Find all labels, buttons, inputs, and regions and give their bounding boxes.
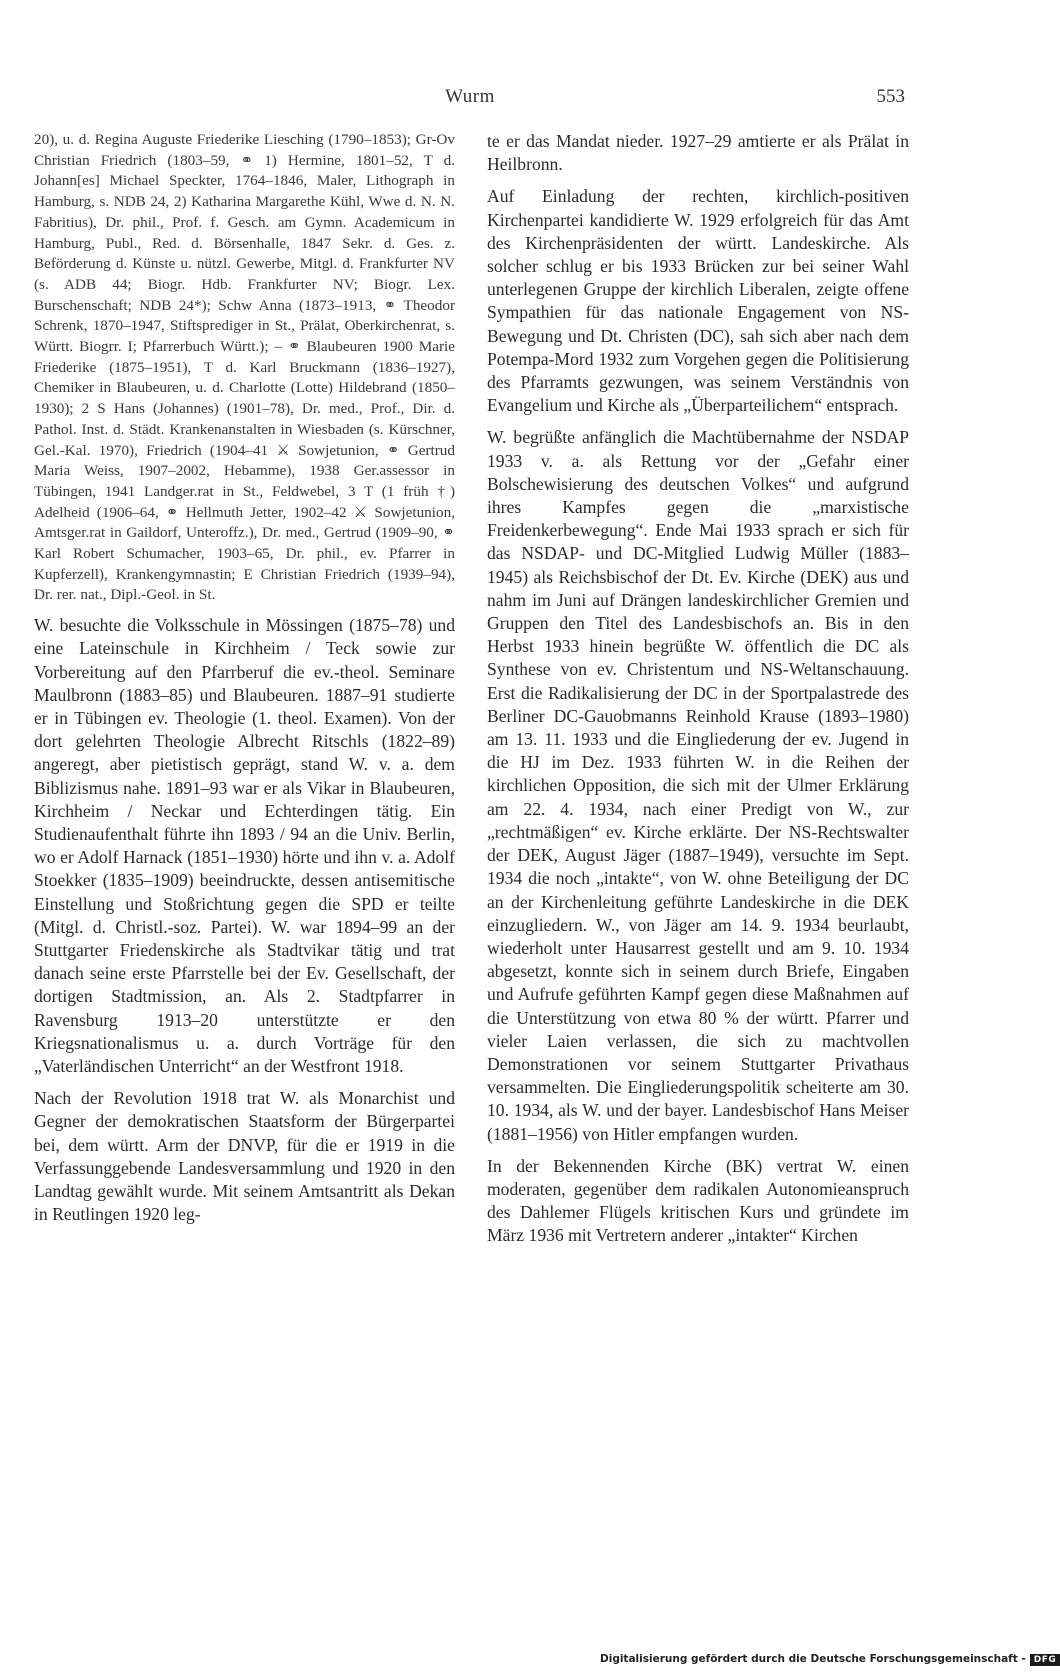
genealogy-paragraph: 20), u. d. Regina Auguste Friederike Liesching (1790–1853); Gr-Ov Christian Friedrich (1803–59, ⚭ 1) Hermine, 1801–52, T d. Johann[es] Michael Speckter, 1764–1846, Maler, Lithograph in Hamburg, s. NDB 24, 2) Katharina Margarethe Kühl, Wwe d. N. N. Fabritius), Dr. phil., Prof. f. Gesch. am Gymn. Academicum in Hamburg, Publ., Red. d. Börsenhalle, 1847 Sekr. d. Ges. z. Beförderung d. Künste u. nützl. Gewerbe, Mitgl. d. Frankfurter NV (s. ADB 44; Biogr. Hdb. Frankfurter NV; Biogr. Lex. Burschenschaft; NDB 24*); Schw Anna (1873–1913, ⚭ Theodor Schrenk, 1870–1947, Stiftsprediger in St., Prälat, Oberkirchenrat, s. Württ. Biogrr. I; Pfarrerbuch Württ.); – ⚭ Blaubeuren 1900 Marie Friederike (1875–1951), T d. Karl Bruckmann (1836–1927), Chemiker in Blaubeuren, u. d. Charlotte (Lotte) Hildebrand (1850–1930); 2 S Hans (Johannes) (1901–78), Dr. med., Prof., Dir. d. Pathol. Inst. d. Städt. Krankenanstalten in Wiesbaden (s. Kürschner, Gel.-Kal. 1970), Friedrich (1904–41 ⚔ Sowjetunion, ⚭ Gertrud Maria Weiss, 1907–2002, Hebamme), 1938 Ger.assessor in Tübingen, 1941 Landger.rat in St., Feldwebel, 3 T (1 früh †) Adelheid (1906–64, ⚭ Hellmuth Jetter, 1902–42 ⚔ Sowjetunion, Amtsger.rat in Gaildorf, Unteroffz.), Dr. med., Gertrud (1909–90, ⚭ Karl Robert Schumacher, 1903–65, Dr. phil., ev. Pfarrer in Kupferzell), Krankengymnastin; E Christian Friedrich (1939–94), Dr. rer. nat., Dipl.-Geol. in St. [34,131,455,604]
dfg-logo: DFG [1030,1654,1060,1666]
body-paragraph: Auf Einladung der rechten, kirchlich-positiven Kirchenpartei kandidierte W. 1929 erfolgreich für das Amt des Kirchenpräsidenten der württ. Landeskirche. Als solcher schlug er bis 1933 Brücken zur bei seiner Wahl unterlegenen Gruppe der kirchlich Liberalen, zeigte offene Sympathien für das nationale Engagement von NS-Bewegung und Dt. Christen (DC), sah sich aber nach dem Potempa-Mord 1932 zum Vorgehen gegen die Politisierung des Pfarramts gezwungen, was seinem Verständnis von Evangelium und Kirche als „Überparteilichem“ entsprach. [487,186,909,416]
body-paragraph: Nach der Revolution 1918 trat W. als Monarchist und Gegner der demokratischen Staatsform der Bürgerpartei bei, dem württ. Arm der DNVP, für die er 1919 in die Verfassunggebende Landesversammlung und 1920 in den Landtag gewählt wurde. Mit seinem Amtsantritt als Dekan in Reutlingen 1920 leg- [34,1088,455,1225]
body-paragraph: In der Bekennenden Kirche (BK) vertrat W. einen moderaten, gegenüber dem radikalen Autonomieanspruch des Dahlemer Flügels kritischen Kurs und gründete im März 1936 mit Vertretern anderer „intakter“ Kirchen [487,1155,909,1246]
body-paragraph: te er das Mandat nieder. 1927–29 amtierte er als Prälat in Heilbronn. [487,131,909,175]
body-paragraph: W. besuchte die Volksschule in Mössingen (1875–78) und eine Lateinschule in Kirchheim / Teck sowie zur Vorbereitung auf den Pfarrberuf die ev.-theol. Seminare Maulbronn (1883–85) und Blaubeuren. 1887–91 studierte er in Tübingen ev. Theologie (1. theol. Examen). Von der dort gelehrten Theologie Albrecht Ritschls (1822–89) angeregt, aber pietistisch geprägt, stand W. v. a. dem Biblizismus nahe. 1891–93 war er als Vikar in Blaubeuren, Kirchheim / Neckar und Echterdingen tätig. Ein Studienaufenthalt führte ihn 1893 / 94 an die Univ. Berlin, wo er Adolf Harnack (1851–1930) hörte und ihn v. a. Adolf Stoekker (1835–1909) beeindruckte, dessen antisemitische Einstellung und Stoßrichtung gegen die SPD er teilte (Mitgl. d. Christl.-soz. Partei). W. war 1894–99 an der Stuttgarter Friedenskirche als Stadtvikar tätig und trat danach seine erste Pfarrstelle bei der Ev. Gesellschaft, der dortigen Stadtmission, an. Als 2. Stadtpfarrer in Ravensburg 1913–20 unterstützte er den Kriegsnationalismus u. a. durch Vorträge für den „Vaterländischen Unterricht“ an der Westfront 1918. [34,615,455,1077]
page-number: 553 [876,86,905,107]
body-paragraph: W. begrüßte anfänglich die Machtübernahme der NSDAP 1933 v. a. als Rettung vor der „Gefahr einer Bolschewisierung des deutschen Volkes“ und aufgrund ihres Kampfes gegen die „marxistische Freidenkerbewegung“. Ende Mai 1933 sprach er sich für das NSDAP- und DC-Mitglied Ludwig Müller (1883–1945) als Reichsbischof der Dt. Ev. Kirche (DEK) aus und nahm im Juni auf Drängen landeskirchlicher Gremien und Gruppen den Titel des Landesbischofs an. Bis in den Herbst 1933 hinein begrüßte W. öffentlich die DC als Synthese von ev. Christentum und NS-Weltanschauung. Erst die Radikalisierung der DC in der Sportpalastrede des Berliner DC-Gauobmanns Reinhold Krause (1893–1980) am 13. 11. 1933 und die Eingliederung der ev. Jugend in die HJ im Dez. 1933 führten W. in die Reihen der kirchlichen Opposition, die sich mit der Ulmer Erklärung am 22. 4. 1934, nach einer Predigt von W., zur „rechtmäßigen“ ev. Kirche erklärte. Der NS-Rechtswalter der DEK, August Jäger (1887–1949), versuchte im Sept. 1934 die noch „intakte“, von W. ohne Beteiligung der DC an der Kirchenleitung geführte Landeskirche in die DEK einzugliedern. W., von Jäger am 14. 9. 1934 beurlaubt, wiederholt unter Hausarrest gestellt und am 9. 10. 1934 abgesetzt, konnte sich in seinem durch Briefe, Eingaben und Aufrufe geführten Kampf gegen diese Maßnahmen auf die Unterstützung von etwa 80 % der württ. Pfarrer und vieler Laien verlassen, die sich zu machtvollen Demonstrationen vor seinem Stuttgarter Privathaus versammelten. Die Eingliederungspolitik scheiterte am 30. 10. 1934, als W. und der bayer. Landesbischof Hans Meiser (1881–1956) von Hitler empfangen wurden. [487,427,909,1144]
right-column [487,130,909,1255]
running-header [0,86,1000,114]
header-title: Wurm [445,86,495,107]
left-column [34,130,455,1233]
digitization-footer [600,1653,1057,1671]
footer-text: Digitalisierung gefördert durch die Deutsche Forschungsgemeinschaft - [600,1653,1026,1665]
